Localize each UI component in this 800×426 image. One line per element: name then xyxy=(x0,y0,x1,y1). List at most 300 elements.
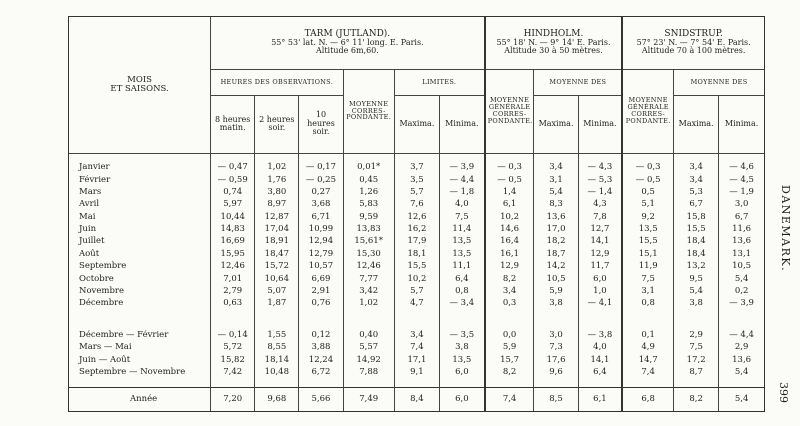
table-cell: — 0,14 xyxy=(211,329,255,341)
row-label: Août xyxy=(79,248,100,259)
table-cell: 0,3 xyxy=(485,298,534,310)
row-label: Octobre xyxy=(79,273,114,284)
table-cell: 1,02 xyxy=(255,162,299,174)
spacer-cell xyxy=(394,379,439,388)
table-cell: 3,1 xyxy=(622,285,673,297)
table-cell: 6,1 xyxy=(578,387,622,411)
spacer-cell xyxy=(674,379,719,388)
spacer-cell xyxy=(485,379,534,388)
table-cell: 0,8 xyxy=(439,285,484,297)
table-cell: 7,20 xyxy=(211,387,255,411)
hindholm-title: HINDHOLM. xyxy=(523,28,584,39)
spacer-cell xyxy=(674,153,719,162)
table-cell: 7,01 xyxy=(211,273,255,285)
row-label: Juillet xyxy=(79,236,105,247)
hindholm-coords: 55° 18' N. — 9° 14' E. Paris. xyxy=(496,38,611,48)
table-cell: 1,02 xyxy=(343,298,394,310)
table-row xyxy=(69,162,764,174)
tarm-title: TARM (JUTLAND). xyxy=(304,28,391,39)
table-cell: 15,5 xyxy=(394,260,439,272)
spacer-cell xyxy=(255,379,299,388)
spacer-cell xyxy=(299,379,343,388)
table-cell: 3,68 xyxy=(299,199,343,211)
table-cell: 7,88 xyxy=(343,366,394,378)
table-cell: 6,4 xyxy=(439,273,484,285)
climate-table xyxy=(69,17,764,411)
table-row xyxy=(69,366,764,378)
spacer-cell xyxy=(485,310,534,329)
table-cell: 6,7 xyxy=(674,199,719,211)
table-cell: 6,71 xyxy=(299,211,343,223)
table-cell: 4,0 xyxy=(578,342,622,354)
table-cell: 13,6 xyxy=(719,354,764,366)
row-label: Février xyxy=(79,174,111,185)
table-row xyxy=(69,186,764,198)
table-cell: 15,95 xyxy=(211,248,255,260)
table-cell: 9,1 xyxy=(394,366,439,378)
table-cell: 11,7 xyxy=(578,260,622,272)
table-cell: 7,5 xyxy=(439,211,484,223)
table-cell: 1,4 xyxy=(485,186,534,198)
table-cell: 4,9 xyxy=(622,342,673,354)
table-cell: 6,69 xyxy=(299,273,343,285)
table-cell: 18,4 xyxy=(674,236,719,248)
table-cell: — 0,5 xyxy=(622,174,673,186)
table-cell: 8,4 xyxy=(394,387,439,411)
table-cell: 12,9 xyxy=(578,248,622,260)
table-cell: 3,88 xyxy=(299,342,343,354)
spacer-cell xyxy=(299,310,343,329)
table-cell: 10,99 xyxy=(299,223,343,235)
table-cell: 16,69 xyxy=(211,236,255,248)
table-cell: 10,2 xyxy=(394,273,439,285)
row-label: Mai xyxy=(79,211,96,222)
table-cell: — 1,4 xyxy=(578,186,622,198)
spacer-cell xyxy=(719,153,764,162)
table-row xyxy=(69,199,764,211)
header-maxima-hindholm: Maxima. xyxy=(534,95,578,153)
margin-country-label: DANEMARK. xyxy=(779,185,792,273)
table-cell: 0,1 xyxy=(622,329,673,341)
spacer-cell xyxy=(343,153,394,162)
spacer-cell xyxy=(211,310,255,329)
table-cell: 5,9 xyxy=(534,285,578,297)
table-cell: 9,5 xyxy=(674,273,719,285)
table-cell: 5,57 xyxy=(343,342,394,354)
spacer-cell xyxy=(622,379,673,388)
table-cell: 3,1 xyxy=(534,174,578,186)
table-cell: 13,5 xyxy=(439,236,484,248)
spacer-row xyxy=(69,310,764,329)
table-cell: 3,0 xyxy=(719,199,764,211)
snidstrup-coords: 57° 23' N. — 7° 54' E. Paris. xyxy=(636,38,751,48)
table-row xyxy=(69,285,764,297)
table-cell: 15,61* xyxy=(343,236,394,248)
table-cell: 1,26 xyxy=(343,186,394,198)
table-cell: 9,59 xyxy=(343,211,394,223)
table-cell: 15,7 xyxy=(485,354,534,366)
table-cell: 0,63 xyxy=(211,298,255,310)
table-cell: — 3,9 xyxy=(439,162,484,174)
table-cell: — 0,3 xyxy=(622,162,673,174)
table-cell: 7,5 xyxy=(674,342,719,354)
table-cell: — 3,5 xyxy=(439,329,484,341)
table-cell: 1,55 xyxy=(255,329,299,341)
table-cell: 13,6 xyxy=(719,236,764,248)
table-cell: — 0,3 xyxy=(485,162,534,174)
table-cell: 18,1 xyxy=(394,248,439,260)
table-cell: 8,55 xyxy=(255,342,299,354)
row-label: Septembre xyxy=(79,261,127,272)
table-cell: — 1,9 xyxy=(719,186,764,198)
table-cell: 7,4 xyxy=(394,342,439,354)
table-cell: 8,7 xyxy=(674,366,719,378)
table-cell: 0,2 xyxy=(719,285,764,297)
table-cell: — 0,17 xyxy=(299,162,343,174)
table-cell: 6,0 xyxy=(578,273,622,285)
table-cell: 14,92 xyxy=(343,354,394,366)
table-row xyxy=(69,329,764,341)
table-cell: 15,82 xyxy=(211,354,255,366)
table-cell: 5,7 xyxy=(394,285,439,297)
table-cell: 17,0 xyxy=(534,223,578,235)
table-cell: 1,87 xyxy=(255,298,299,310)
table-cell: 15,72 xyxy=(255,260,299,272)
spacer-cell xyxy=(578,153,622,162)
table-row xyxy=(69,298,764,310)
header-maxima-snidstrup: Maxima. xyxy=(674,95,719,153)
header-moy-gen-hindholm: MOYENNE GÉNÉRALE CORRES-PONDANTE. xyxy=(485,69,534,153)
header-8h: 8 heures matin. xyxy=(211,95,255,153)
spacer-cell xyxy=(622,310,673,329)
table-cell: 3,4 xyxy=(394,329,439,341)
table-cell: 13,6 xyxy=(534,211,578,223)
table-cell: — 4,4 xyxy=(719,329,764,341)
table-cell: 15,5 xyxy=(674,223,719,235)
table-cell: 10,2 xyxy=(485,211,534,223)
table-cell: 17,04 xyxy=(255,223,299,235)
table-cell: 3,8 xyxy=(674,298,719,310)
table-cell: 7,4 xyxy=(622,366,673,378)
table-row xyxy=(69,223,764,235)
header-mois-line2: ET SAISONS. xyxy=(110,83,169,94)
header-moy-corr-tarm: MOYENNE CORRES-PONDANTE. xyxy=(343,69,394,153)
table-row xyxy=(69,248,764,260)
table-cell: 18,4 xyxy=(674,248,719,260)
table-cell: 3,4 xyxy=(674,162,719,174)
table-cell: 14,7 xyxy=(622,354,673,366)
table-cell: 3,80 xyxy=(255,186,299,198)
table-cell: 7,5 xyxy=(622,273,673,285)
table-cell: 18,2 xyxy=(534,236,578,248)
table-cell: 4,0 xyxy=(439,199,484,211)
spacer-cell xyxy=(255,310,299,329)
table-cell: 3,8 xyxy=(439,342,484,354)
table-cell: 5,07 xyxy=(255,285,299,297)
table-cell: 14,6 xyxy=(485,223,534,235)
table-cell: 14,1 xyxy=(578,354,622,366)
table-cell: 4,3 xyxy=(578,199,622,211)
table-cell: 17,6 xyxy=(534,354,578,366)
row-label: Mars — Mai xyxy=(79,342,132,353)
row-label: Novembre xyxy=(79,285,124,296)
spacer-cell xyxy=(255,153,299,162)
table-cell: — 4,6 xyxy=(719,162,764,174)
spacer-cell xyxy=(719,379,764,388)
table-cell: 3,4 xyxy=(534,162,578,174)
header-snidstrup xyxy=(622,17,764,69)
table-cell: 9,6 xyxy=(534,366,578,378)
table-cell: 12,46 xyxy=(211,260,255,272)
table-cell: 5,3 xyxy=(674,186,719,198)
table-cell: 16,2 xyxy=(394,223,439,235)
table-cell: 4,7 xyxy=(394,298,439,310)
table-cell: 0,40 xyxy=(343,329,394,341)
spacer-cell xyxy=(674,310,719,329)
table-cell: 5,1 xyxy=(622,199,673,211)
table-cell: 6,0 xyxy=(439,366,484,378)
table-cell: — 3,8 xyxy=(578,329,622,341)
table-body xyxy=(69,153,764,411)
row-label: Juin xyxy=(79,224,97,235)
table-row xyxy=(69,354,764,366)
table-cell: 11,1 xyxy=(439,260,484,272)
table-cell: 12,9 xyxy=(485,260,534,272)
table-row xyxy=(69,273,764,285)
table-cell: 6,1 xyxy=(485,199,534,211)
header-hindholm xyxy=(485,17,623,69)
table-cell: 6,72 xyxy=(299,366,343,378)
spacer-cell xyxy=(69,379,211,388)
table-cell: 17,2 xyxy=(674,354,719,366)
header-limites: LIMITES. xyxy=(394,69,484,95)
table-cell: 7,3 xyxy=(534,342,578,354)
header-2h: 2 heures soir. xyxy=(255,95,299,153)
table-cell: 5,83 xyxy=(343,199,394,211)
table-cell: 0,0 xyxy=(485,329,534,341)
table-cell: 10,44 xyxy=(211,211,255,223)
table-cell: — 3,9 xyxy=(719,298,764,310)
table-cell: — 1,8 xyxy=(439,186,484,198)
table-cell: 3,0 xyxy=(534,329,578,341)
table-cell: 5,72 xyxy=(211,342,255,354)
snidstrup-altitude: Altitude 70 à 100 mètres. xyxy=(641,46,746,56)
table-cell: 10,5 xyxy=(534,273,578,285)
table-cell: 0,74 xyxy=(211,186,255,198)
table-cell: 8,97 xyxy=(255,199,299,211)
table-cell: 12,94 xyxy=(299,236,343,248)
table-cell: 13,2 xyxy=(674,260,719,272)
row-label: Année xyxy=(69,387,211,411)
table-cell: — 3,4 xyxy=(439,298,484,310)
table-cell: 0,8 xyxy=(622,298,673,310)
table-cell: 5,97 xyxy=(211,199,255,211)
spacer-cell xyxy=(394,153,439,162)
spacer-cell xyxy=(69,153,211,162)
table-cell: 14,2 xyxy=(534,260,578,272)
hindholm-altitude: Altitude 30 à 50 mètres. xyxy=(504,46,603,56)
row-label: Décembre — Février xyxy=(79,329,169,340)
header-minima-snidstrup: Minima. xyxy=(719,95,764,153)
spacer-cell xyxy=(622,153,673,162)
spacer-row xyxy=(69,379,764,388)
table-cell: 16,4 xyxy=(485,236,534,248)
row-label: Mars xyxy=(79,187,102,198)
header-maxima-tarm: Maxima. xyxy=(394,95,439,153)
table-cell: 15,1 xyxy=(622,248,673,260)
table-cell: 7,6 xyxy=(394,199,439,211)
table-cell: 0,5 xyxy=(622,186,673,198)
row-label: Avril xyxy=(79,199,100,210)
table-cell: 3,5 xyxy=(394,174,439,186)
table-cell: 2,9 xyxy=(719,342,764,354)
table-cell: 15,5 xyxy=(622,236,673,248)
spacer-cell xyxy=(578,310,622,329)
table-cell: 10,5 xyxy=(719,260,764,272)
table-cell: 7,77 xyxy=(343,273,394,285)
table-cell: 12,87 xyxy=(255,211,299,223)
table-cell: 0,27 xyxy=(299,186,343,198)
page-number: 399 xyxy=(777,382,790,403)
table-cell: 2,79 xyxy=(211,285,255,297)
spacer-cell xyxy=(578,379,622,388)
spacer-cell xyxy=(439,379,484,388)
table-cell: — 4,4 xyxy=(439,174,484,186)
spacer-cell xyxy=(69,310,211,329)
table-cell: 15,8 xyxy=(674,211,719,223)
climate-table-frame xyxy=(68,16,765,412)
table-cell: 8,2 xyxy=(485,366,534,378)
table-cell: 8,2 xyxy=(485,273,534,285)
table-cell: 8,5 xyxy=(534,387,578,411)
table-cell: 3,8 xyxy=(534,298,578,310)
table-cell: 13,5 xyxy=(622,223,673,235)
row-label: Juin — Août xyxy=(79,354,131,365)
table-cell: 2,91 xyxy=(299,285,343,297)
table-cell: 14,1 xyxy=(578,236,622,248)
table-cell: 12,46 xyxy=(343,260,394,272)
snidstrup-title: SNIDSTRUP. xyxy=(664,28,723,39)
table-cell: — 4,1 xyxy=(578,298,622,310)
header-mois-line1: MOIS xyxy=(127,74,152,85)
spacer-row xyxy=(69,153,764,162)
table-cell: 7,8 xyxy=(578,211,622,223)
table-cell: 5,9 xyxy=(485,342,534,354)
table-cell: 10,57 xyxy=(299,260,343,272)
table-cell: 10,64 xyxy=(255,273,299,285)
row-label: Janvier xyxy=(79,162,110,173)
table-cell: 5,66 xyxy=(299,387,343,411)
table-cell: 8,2 xyxy=(674,387,719,411)
table-cell: 16,1 xyxy=(485,248,534,260)
table-cell: 10,48 xyxy=(255,366,299,378)
spacer-cell xyxy=(534,153,578,162)
table-cell: 12,24 xyxy=(299,354,343,366)
tarm-coords: 55° 53' lat. N. — 6° 11' long. E. Paris. xyxy=(271,38,424,48)
table-cell: 6,4 xyxy=(578,366,622,378)
table-cell: 13,83 xyxy=(343,223,394,235)
table-cell: 5,7 xyxy=(394,186,439,198)
table-cell: 3,4 xyxy=(485,285,534,297)
table-cell: 7,42 xyxy=(211,366,255,378)
table-cell: 12,79 xyxy=(299,248,343,260)
table-cell: — 4,3 xyxy=(578,162,622,174)
table-cell: 1,76 xyxy=(255,174,299,186)
table-cell: 18,47 xyxy=(255,248,299,260)
table-cell: 9,2 xyxy=(622,211,673,223)
table-cell: 11,9 xyxy=(622,260,673,272)
table-cell: 6,0 xyxy=(439,387,484,411)
table-cell: 5,4 xyxy=(719,273,764,285)
spacer-cell xyxy=(211,379,255,388)
row-label: Septembre — Novembre xyxy=(79,367,186,378)
header-minima-hindholm: Minima. xyxy=(578,95,622,153)
table-cell: 15,30 xyxy=(343,248,394,260)
table-cell: 3,42 xyxy=(343,285,394,297)
spacer-cell xyxy=(719,310,764,329)
header-moy-gen-snidstrup: MOYENNE GÉNÉRALE CORRES-PONDANTE. xyxy=(622,69,673,153)
table-cell: 5,4 xyxy=(534,186,578,198)
table-cell: 13,5 xyxy=(439,248,484,260)
header-moy-des-hindholm: MOYENNE DES xyxy=(534,69,622,95)
table-cell: 8,3 xyxy=(534,199,578,211)
spacer-cell xyxy=(299,153,343,162)
table-cell: — 5,3 xyxy=(578,174,622,186)
table-cell: — 4,5 xyxy=(719,174,764,186)
table-cell: 5,4 xyxy=(719,387,764,411)
header-moy-des-snidstrup: MOYENNE DES xyxy=(674,69,764,95)
table-cell: 0,12 xyxy=(299,329,343,341)
spacer-cell xyxy=(439,310,484,329)
table-cell: 5,4 xyxy=(719,366,764,378)
table-row xyxy=(69,387,764,411)
table-cell: 5,4 xyxy=(674,285,719,297)
table-cell: 0,01* xyxy=(343,162,394,174)
table-cell: — 0,59 xyxy=(211,174,255,186)
header-minima-tarm: Minima. xyxy=(439,95,484,153)
row-label: Décembre xyxy=(79,298,124,309)
spacer-cell xyxy=(394,310,439,329)
table-cell: 14,83 xyxy=(211,223,255,235)
table-cell: 2,9 xyxy=(674,329,719,341)
table-cell: 11,6 xyxy=(719,223,764,235)
table-cell: 7,49 xyxy=(343,387,394,411)
table-cell: 6,7 xyxy=(719,211,764,223)
spacer-cell xyxy=(343,310,394,329)
table-cell: 13,1 xyxy=(719,248,764,260)
table-cell: 12,6 xyxy=(394,211,439,223)
header-tarm xyxy=(211,17,485,69)
tarm-altitude: Altitude 6m,60. xyxy=(316,46,379,56)
table-cell: 18,91 xyxy=(255,236,299,248)
table-cell: 3,4 xyxy=(674,174,719,186)
table-cell: 18,14 xyxy=(255,354,299,366)
table-cell: 6,8 xyxy=(622,387,673,411)
table-row xyxy=(69,342,764,354)
table-row xyxy=(69,211,764,223)
table-cell: 17,9 xyxy=(394,236,439,248)
spacer-cell xyxy=(485,153,534,162)
spacer-cell xyxy=(439,153,484,162)
header-heures: HEURES DES OBSERVATIONS. xyxy=(211,69,343,95)
table-row xyxy=(69,174,764,186)
header-mois xyxy=(69,17,211,153)
table-row xyxy=(69,260,764,272)
table-cell: 1,0 xyxy=(578,285,622,297)
table-cell: — 0,5 xyxy=(485,174,534,186)
spacer-cell xyxy=(534,310,578,329)
spacer-cell xyxy=(534,379,578,388)
